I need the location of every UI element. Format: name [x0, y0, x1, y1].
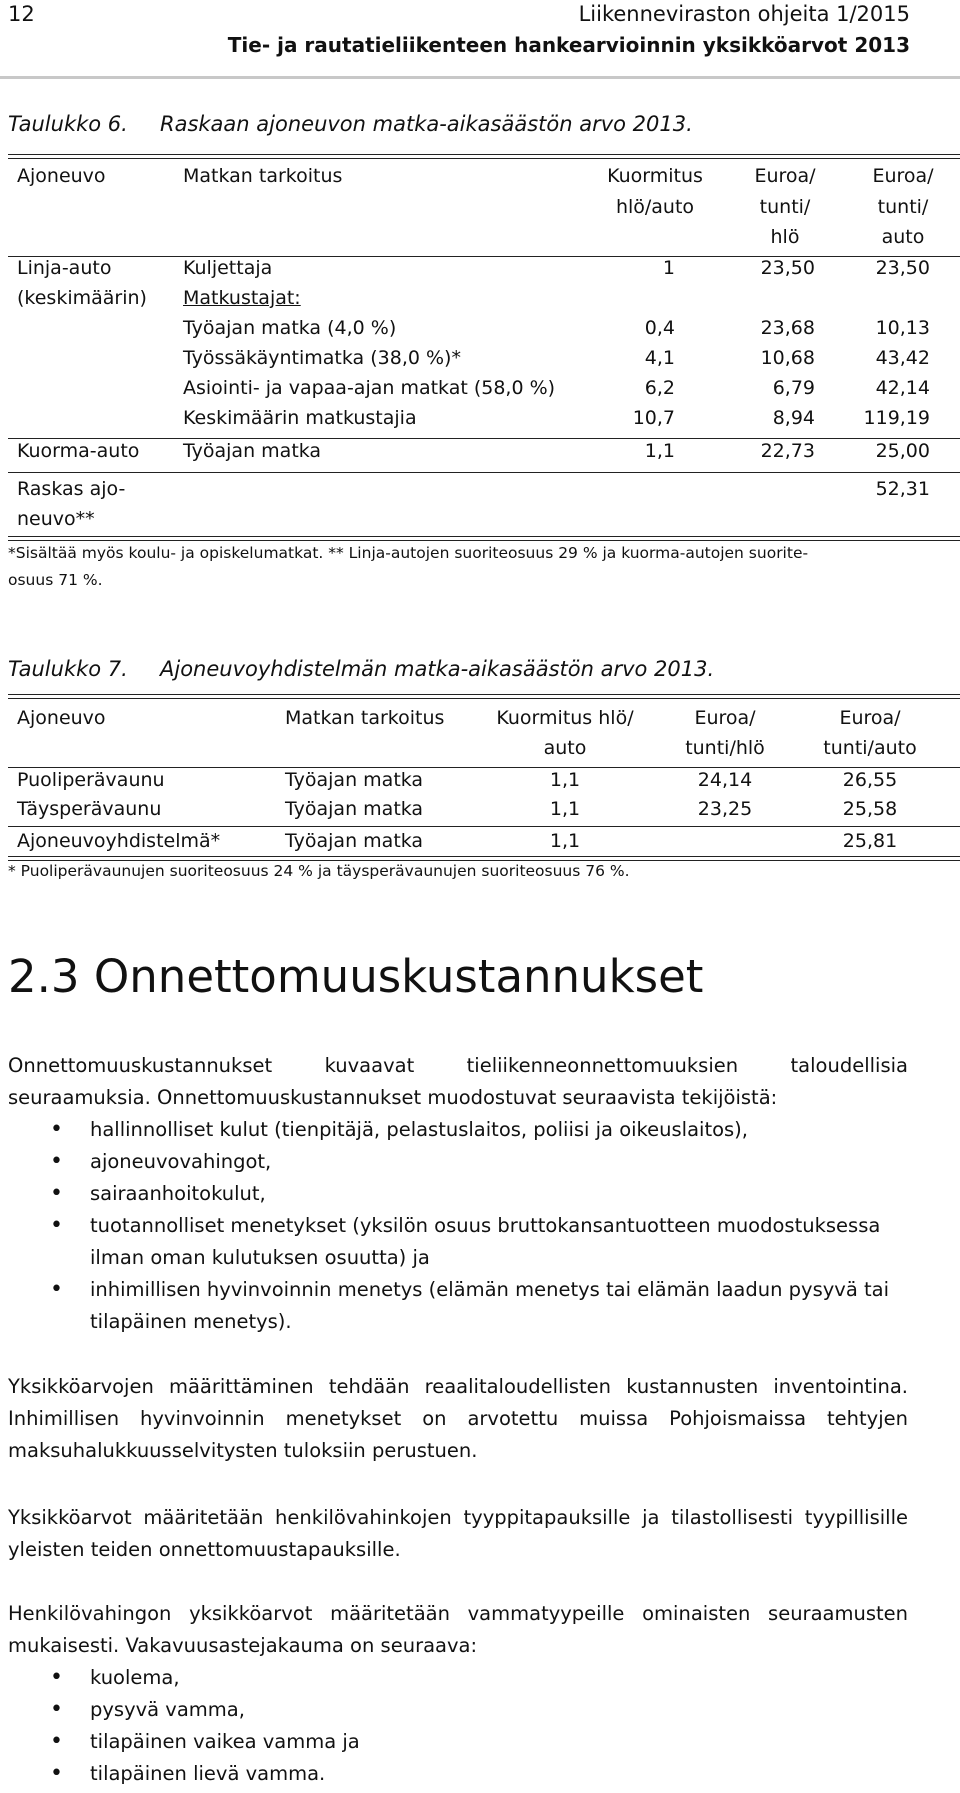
- page-number: 12: [8, 2, 35, 26]
- table-cell: Puoliperävaunu: [17, 769, 165, 791]
- table7-header-per-person-1: Euroa/: [694, 707, 756, 729]
- section-heading: 2.3 Onnettomuuskustannukset: [8, 950, 704, 1003]
- table7-header-per-person-2: tunti/hlö: [685, 737, 765, 759]
- table6-note-line1: *Sisältää myös koulu- ja opiskelumatkat. ** Linja-autojen suoriteosuus 29 % ja kuorma-autojen suorite-: [8, 544, 809, 562]
- list-item: • kuolema,: [8, 1662, 908, 1694]
- paragraph: Yksikköarvojen määrittäminen tehdään reaalitaloudellisten kustannusten inventointina. Inhimillisen hyvinvoinnin menetykset on arvotettu muissa Pohjoismaissa tehtyjen maksuhalukkuusselvitysten tuloksiin perustuen.: [8, 1375, 908, 1462]
- table-cell: 42,14: [875, 377, 930, 399]
- table-cell: 23,68: [760, 317, 815, 339]
- table-cell: 0,4: [644, 317, 675, 339]
- table6-header-purpose: Matkan tarkoitus: [183, 165, 343, 187]
- table7-header-occupancy-1: Kuormitus hlö/: [496, 707, 634, 729]
- table-cell: neuvo**: [17, 508, 95, 530]
- table-cell: Raskas ajo-: [17, 478, 126, 500]
- document-title: Tie- ja rautatieliikenteen hankearvioinnin yksikköarvot 2013: [227, 33, 910, 57]
- table7-caption: [8, 657, 715, 681]
- table-cell: Kuorma-auto: [17, 440, 140, 462]
- table-cell: 10,13: [875, 317, 930, 339]
- table-cell: Täysperävaunu: [17, 798, 162, 820]
- table-cell: 1,1: [549, 830, 581, 852]
- table-cell: 25,81: [842, 830, 898, 852]
- table-cell: 25,00: [875, 440, 930, 462]
- table-cell: Kuljettaja: [183, 257, 273, 279]
- table6-header-per-person-2: tunti/: [759, 196, 811, 218]
- table6-header-occupancy-1: Kuormitus: [607, 165, 703, 187]
- table-cell: 22,73: [760, 440, 815, 462]
- table-cell: 10,68: [760, 347, 815, 369]
- table7-top-rule: [8, 694, 960, 699]
- table7-header-purpose: Matkan tarkoitus: [285, 707, 445, 729]
- table7-note: * Puoliperävaunujen suoriteosuus 24 % ja täysperävaunujen suoriteosuus 76 %.: [8, 862, 630, 880]
- table7-caption-label: Taulukko 7.: [8, 657, 128, 681]
- table-cell: Ajoneuvoyhdistelmä*: [17, 830, 221, 852]
- table6-header-per-person-1: Euroa/: [754, 165, 816, 187]
- table6-header-vehicle: Ajoneuvo: [17, 165, 106, 187]
- table7-caption-title: Ajoneuvoyhdistelmän matka-aikasäästön arvo 2013.: [160, 657, 715, 681]
- table6-row-rule: [8, 472, 960, 473]
- table7-header-per-vehicle-2: tunti/auto: [823, 737, 917, 759]
- table-cell: 23,50: [760, 257, 815, 279]
- table-cell: Työajan matka: [285, 798, 424, 820]
- table7-header-per-vehicle-1: Euroa/: [839, 707, 901, 729]
- list-item: • tilapäinen vaikea vamma ja: [8, 1726, 908, 1758]
- list-item: • ajoneuvovahingot,: [8, 1146, 908, 1178]
- list-item: • pysyvä vamma,: [8, 1694, 908, 1726]
- list-item: • tilapäinen lievä vamma.: [8, 1758, 908, 1790]
- table-cell: 25,58: [842, 798, 898, 820]
- severity-list: [8, 1662, 908, 1790]
- list-item: • inhimillisen hyvinvoinnin menetys (elämän menetys tai elämän laadun pysyvä tai tilapäinen menetys).: [8, 1274, 908, 1338]
- table6-top-rule: [8, 154, 960, 159]
- table-cell: Työssäkäyntimatka (38,0 %)*: [183, 347, 461, 369]
- table-cell: Matkustajat:: [183, 287, 301, 309]
- table-cell: 23,25: [697, 798, 753, 820]
- table6-header-per-vehicle-2: tunti/: [877, 196, 929, 218]
- table6-header-per-vehicle-1: Euroa/: [872, 165, 934, 187]
- table-cell: 8,94: [772, 407, 815, 429]
- table7-header-vehicle: Ajoneuvo: [17, 707, 106, 729]
- table-cell: Työajan matka (4,0 %): [183, 317, 397, 339]
- table-cell: 1,1: [644, 440, 675, 462]
- table-cell: Keskimäärin matkustajia: [183, 407, 417, 429]
- table-cell: 26,55: [842, 769, 898, 791]
- table6-caption-label: Taulukko 6.: [8, 112, 128, 136]
- table-cell: 43,42: [875, 347, 930, 369]
- table7-header-occupancy-2: auto: [543, 737, 587, 759]
- table6-note: [8, 540, 908, 594]
- table6-caption-title: Raskaan ajoneuvon matka-aikasäästön arvo 2013.: [160, 112, 693, 136]
- table-cell: (keskimäärin): [17, 287, 147, 309]
- header-divider: [0, 76, 960, 79]
- table-cell: Linja-auto: [17, 257, 112, 279]
- table-cell: 1: [662, 257, 675, 279]
- table-cell: 23,50: [875, 257, 930, 279]
- table-cell: 24,14: [697, 769, 753, 791]
- list-item: • hallinnolliset kulut (tienpitäjä, pelastuslaitos, poliisi ja oikeuslaitos),: [8, 1114, 908, 1146]
- table-cell: 6,2: [644, 377, 675, 399]
- table6-note-line2: osuus 71 %.: [8, 571, 103, 589]
- paragraph: Henkilövahingon yksikköarvot määritetään vammatyypeille ominaisten seuraamusten mukaisesti. Vakavuusastejakauma on seuraava:: [8, 1602, 908, 1657]
- list-item: • tuotannolliset menetykset (yksilön osuus bruttokansantuotteen muodostuksessa ilman oman kulutuksen osuutta) ja: [8, 1210, 908, 1274]
- paragraph: Yksikköarvot määritetään henkilövahinkojen tyyppitapauksille ja tilastollisesti tyypillisille yleisten teiden onnettomuustapauksille.: [8, 1506, 908, 1561]
- list-item: • sairaanhoitokulut,: [8, 1178, 908, 1210]
- table-cell: 4,1: [644, 347, 675, 369]
- cost-factors-list: [8, 1114, 908, 1338]
- table-cell: Työajan matka: [285, 769, 424, 791]
- table-cell: Asiointi- ja vapaa-ajan matkat (58,0 %): [183, 377, 556, 399]
- table6-caption: [8, 112, 693, 136]
- table-cell: 6,79: [772, 377, 815, 399]
- table6-header-per-vehicle-3: auto: [881, 226, 925, 248]
- table-cell: 1,1: [549, 798, 581, 820]
- table6-header-per-person-3: hlö: [770, 226, 800, 248]
- table-cell: 52,31: [875, 478, 930, 500]
- section-intro: Onnettomuuskustannukset kuvaavat tieliikenneonnettomuuksien taloudellisia seuraamuksia. Onnettomuuskustannukset muodostuvat seuraavista tekijöistä:: [8, 1054, 908, 1109]
- table-cell: Työajan matka: [285, 830, 424, 852]
- publication-title: Liikenneviraston ohjeita 1/2015: [578, 2, 910, 26]
- table6-header-occupancy-2: hlö/auto: [615, 196, 695, 218]
- table-cell: 1,1: [549, 769, 581, 791]
- table-cell: 10,7: [632, 407, 675, 429]
- table-cell: 119,19: [863, 407, 930, 429]
- table-cell: Työajan matka: [183, 440, 322, 462]
